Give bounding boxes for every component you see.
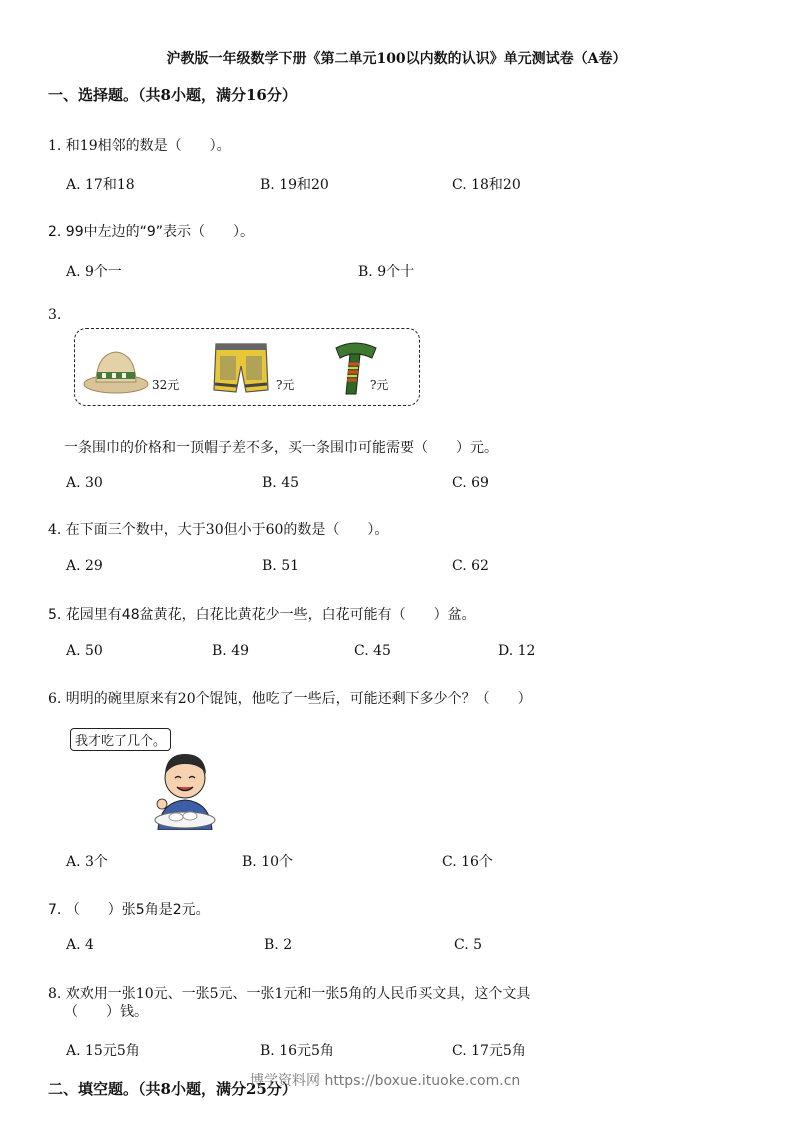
q7-option-c: C. 5 — [454, 937, 483, 953]
q7-option-a: A. 4 — [66, 937, 94, 953]
q2-option-a: A. 9个一 — [66, 264, 122, 280]
q5-option-d: D. 12 — [498, 643, 536, 659]
shorts-price: ?元 — [276, 378, 295, 392]
q4-option-a: A. 29 — [66, 558, 103, 574]
q6-option-b: B. 10个 — [242, 854, 294, 870]
q1-option-a: A. 17和18 — [66, 177, 135, 193]
question-8-line2: （ ）钱。 — [64, 1004, 148, 1020]
q5-option-c: C. 45 — [354, 643, 391, 659]
boy-eating-icon — [150, 746, 220, 830]
speech-bubble: 我才吃了几个。 — [70, 728, 171, 751]
q2-option-b: B. 9个十 — [358, 264, 415, 280]
q5-option-b: B. 49 — [212, 643, 250, 659]
section-choice-heading: 一、选择题。（共8小题，满分16分） — [48, 86, 297, 104]
question-3-number: 3. — [48, 307, 62, 323]
question-6: 6. 明明的碗里原来有20个馄饨，他吃了一些后，可能还剩下多少个？（ ） — [48, 691, 532, 707]
q6-option-a: A. 3个 — [66, 854, 108, 870]
q3-option-b: B. 45 — [262, 475, 300, 491]
question-5: 5. 花园里有48盆黄花，白花比黄花少一些，白花可能有（ ）盆。 — [48, 607, 476, 623]
section-fill-heading: 二、填空题。（共8小题，满分25分） — [48, 1080, 297, 1098]
q3-option-c: C. 69 — [452, 475, 489, 491]
question-3: 一条围巾的价格和一顶帽子差不多，买一条围巾可能需要（ ）元。 — [64, 440, 498, 456]
scarf-price: ?元 — [370, 378, 389, 392]
question-4: 4. 在下面三个数中，大于30但小于60的数是（ ）。 — [48, 522, 389, 538]
q8-option-b: B. 16元5角 — [260, 1043, 334, 1059]
q5-option-a: A. 50 — [66, 643, 103, 659]
question-2: 2. 99中左边的“9”表示（ ）。 — [48, 224, 255, 240]
question-1: 1. 和19相邻的数是（ ）。 — [48, 138, 231, 154]
question-8: 8. 欢欢用一张10元、一张5元、一张1元和一张5角的人民币买文具，这个文具 — [48, 986, 531, 1002]
question-7: 7. （ ）张5角是2元。 — [48, 902, 210, 918]
q3-option-a: A. 30 — [66, 475, 103, 491]
hat-price: 32元 — [152, 378, 180, 392]
q7-option-b: B. 2 — [264, 937, 293, 953]
page-title: 沪教版一年级数学下册《第二单元100以内数的认识》单元测试卷（A卷） — [166, 51, 627, 67]
q8-option-c: C. 17元5角 — [452, 1043, 526, 1059]
shorts-icon — [212, 340, 270, 396]
q6-option-c: C. 16个 — [442, 854, 493, 870]
q8-option-a: A. 15元5角 — [66, 1043, 140, 1059]
q4-option-c: C. 62 — [452, 558, 489, 574]
q1-option-c: C. 18和20 — [452, 177, 521, 193]
straw-hat-icon — [82, 344, 150, 396]
q4-option-b: B. 51 — [262, 558, 300, 574]
q1-option-b: B. 19和20 — [260, 177, 329, 193]
watermark: 博学资料网 https://boxue.ituoke.com.cn — [250, 1073, 521, 1089]
